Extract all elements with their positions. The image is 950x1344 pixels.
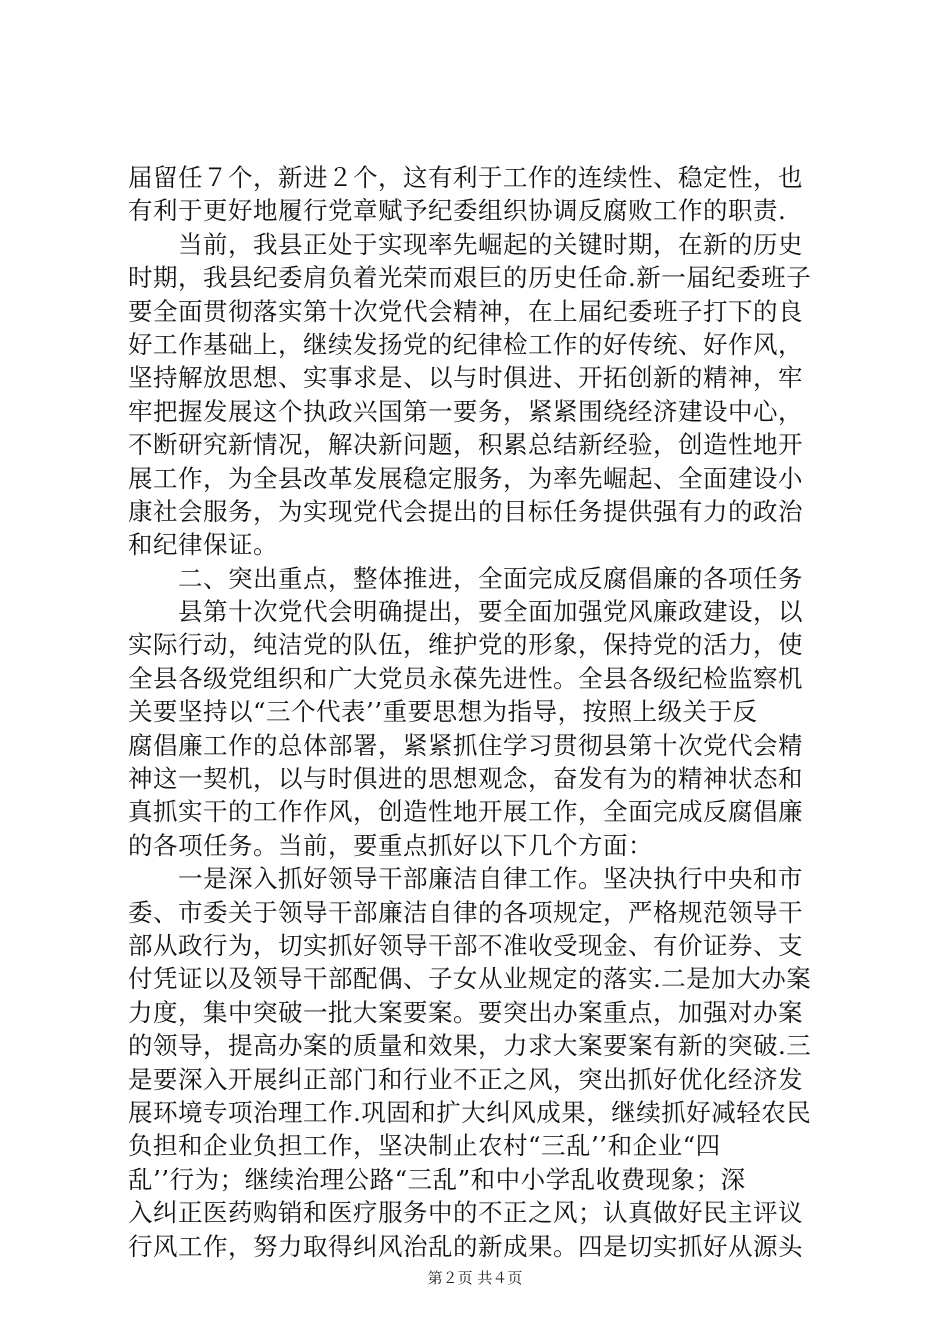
section-heading: 二、突出重点，整体推进，全面完成反腐倡廉的各项任务 <box>128 563 803 593</box>
text-line: 力度，集中突破一批大案要案。要突出办案重点，加强对办案 <box>128 997 803 1027</box>
text-line: 腐倡廉工作的总体部署，紧紧抓住学习贯彻县第十次党代会精 <box>128 730 803 760</box>
text-line: 真抓实干的工作作风，创造性地开展工作，全面完成反腐倡廉 <box>128 797 803 827</box>
text-line: 届留任７个，新进２个，这有利于工作的连续性、稳定性，也 <box>128 163 803 192</box>
text-line: 的领导，提高办案的质量和效果，力求大案要案有新的突破.三 <box>128 1031 812 1061</box>
document-body <box>128 161 840 1263</box>
text-line: 坚持解放思想、实事求是、以与时俱进、开拓创新的精神，牢 <box>128 363 803 393</box>
text-line: 乱’’行为；继续治理公路“三乱”和中小学乱收费现象；深 <box>128 1164 746 1194</box>
text-line: 委、市委关于领导干部廉洁自律的各项规定，严格规范领导干 <box>128 897 803 927</box>
text-line: 不断研究新情况，解决新问题，积累总结新经验，创造性地开 <box>128 430 803 460</box>
text-line: 展环境专项治理工作.巩固和扩大纠风成果，继续抓好减轻农民 <box>128 1097 812 1127</box>
text-line: 牢把握发展这个执政兴国第一要务，紧紧围绕经济建设中心， <box>128 396 803 426</box>
text-line: 康社会服务，为实现党代会提出的目标任务提供强有力的政治 <box>128 496 803 526</box>
text-line: 全县各级党组织和广大党员永葆先进性。全县各级纪检监察机 <box>128 663 803 693</box>
text-line: 关要坚持以“三个代表’’重要思想为指导，按照上级关于反 <box>128 697 758 727</box>
text-line: 有利于更好地履行党章赋予纪委组织协调反腐败工作的职责. <box>128 196 787 226</box>
text-line: 入纠正医药购销和医疗服务中的不正之风；认真做好民主评议 <box>128 1198 803 1228</box>
text-line: 要全面贯彻落实第十次党代会精神，在上届纪委班子打下的良 <box>128 296 803 326</box>
text-line: 实际行动，纯洁党的队伍，维护党的形象，保持党的活力，使 <box>128 630 803 660</box>
text-line: 负担和企业负担工作，坚决制止农村“三乱’’和企业“四 <box>128 1131 721 1161</box>
text-line: 好工作基础上，继续发扬党的纪律检工作的好传统、好作风， <box>128 329 803 359</box>
text-line: 是要深入开展纠正部门和行业不正之风，突出抓好优化经济发 <box>128 1064 803 1094</box>
text-line: 和纪律保证。 <box>128 530 278 560</box>
text-line: 付凭证以及领导干部配偶、子女从业规定的落实.二是加大办案 <box>128 964 812 994</box>
text-line: 时期，我县纪委肩负着光荣而艰巨的历史任命.新一届纪委班子 <box>128 263 812 293</box>
text-line: 县第十次党代会明确提出，要全面加强党风廉政建设，以 <box>128 597 803 627</box>
text-line: 的各项任务。当前，要重点抓好以下几个方面： <box>128 830 653 860</box>
text-line: 神这一契机，以与时俱进的思想观念，奋发有为的精神状态和 <box>128 764 803 794</box>
text-line: 当前，我县正处于实现率先崛起的关键时期，在新的历史 <box>128 229 803 259</box>
text-line: 一是深入抓好领导干部廉洁自律工作。坚决执行中央和市 <box>128 864 803 894</box>
text-line: 部从政行为，切实抓好领导干部不准收受现金、有价证券、支 <box>128 930 803 960</box>
page-number-footer: 第２页 共４页 <box>427 1269 523 1287</box>
text-line: 行风工作，努力取得纠风治乱的新成果。四是切实抓好从源头 <box>128 1231 803 1261</box>
text-line: 展工作，为全县改革发展稳定服务，为率先崛起、全面建设小 <box>128 463 803 493</box>
